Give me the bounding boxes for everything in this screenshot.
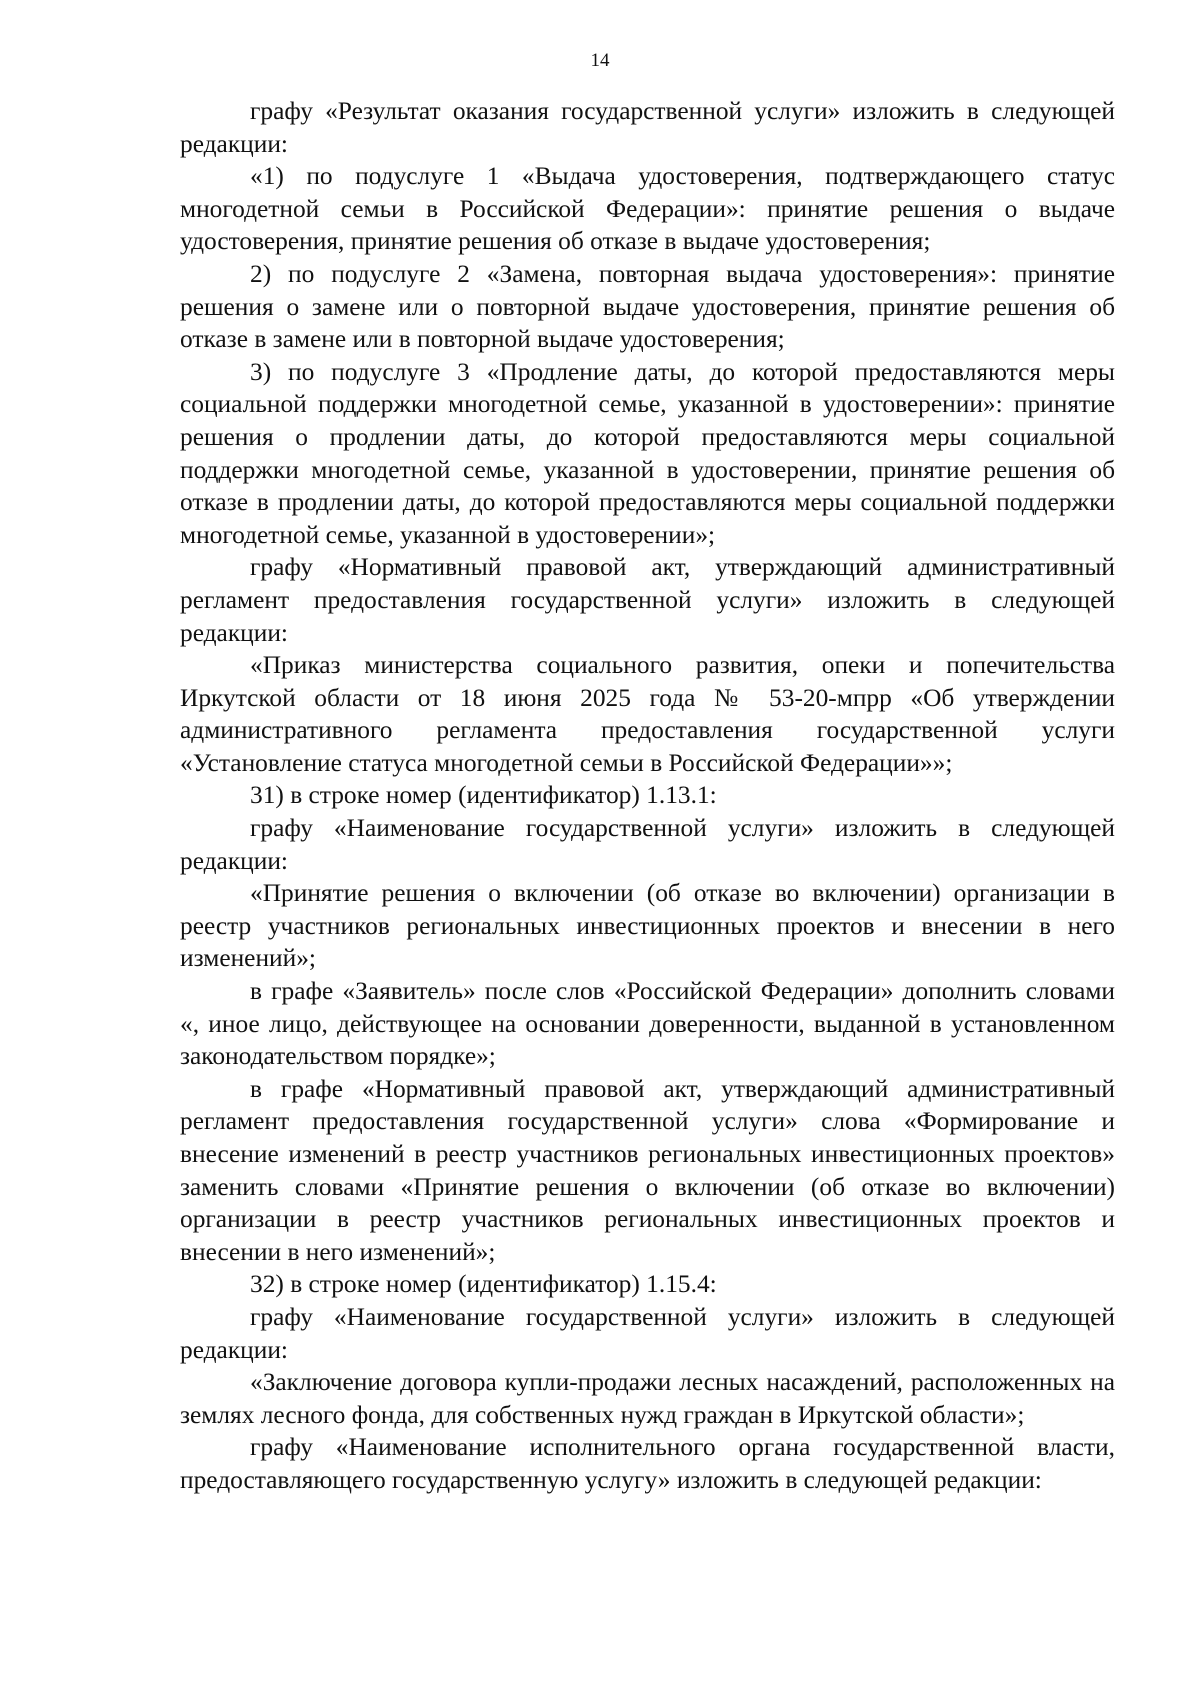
paragraph: «Заключение договора купли-продажи лесных насаждений, расположенных на землях лесного фонда, для собственных нужд граждан в Иркутской области»; bbox=[180, 1368, 1115, 1429]
paragraph: 2) по подуслуге 2 «Замена, повторная выдача удостоверения»: принятие решения о замене или о повторной выдаче удостоверения, принятие решения об отказе в замене или в повторной выдаче удостоверения; bbox=[180, 259, 1115, 354]
paragraph: 3) по подуслуге 3 «Продление даты, до которой предоставляются меры социальной поддержки многодетной семье, указанной в удостоверении»: принятие решения о продлении даты, до которой предоставляются меры социальной поддержки многодетной семье, указанной в удостоверении, принятие решения об отказе в продлении даты, до которой предоставляются меры социальной поддержки многодетной семье, указанной в удостоверении»; bbox=[180, 357, 1115, 549]
paragraph: в графе «Заявитель» после слов «Российской Федерации» дополнить словами «, иное лицо, действующее на основании доверенности, выданной в установленном законодательством порядке»; bbox=[180, 977, 1115, 1071]
paragraph: «Принятие решения о включении (об отказе во включении) организации в реестр участников региональных инвестиционных проектов и внесении в него изменений»; bbox=[180, 879, 1115, 973]
document-body bbox=[180, 95, 1115, 1497]
paragraph: графу «Наименование государственной услуги» изложить в следующей редакции: bbox=[180, 1302, 1115, 1364]
paragraph: 31) в строке номер (идентификатор) 1.13.1: bbox=[250, 781, 717, 810]
paragraph: в графе «Нормативный правовой акт, утверждающий административный регламент предоставления государственной услуги» слова «Формирование и внесение изменений в реестр участников региональных инвестиционных проектов» заменить словами «Принятие решения о включении (об отказе во включении) организации в реестр участников региональных инвестиционных проектов и внесении в него изменений»; bbox=[180, 1074, 1115, 1266]
paragraph: графу «Результат оказания государственной услуги» изложить в следующей редакции: bbox=[180, 97, 1115, 158]
paragraph: «Приказ министерства социального развития, опеки и попечительства Иркутской области от 18 июня 2025 года № 53-20-мпрр «Об утверждении административного регламента предоставления государственной услуги «Установление статуса многодетной семьи в Российской Федерации»»; bbox=[180, 651, 1115, 777]
paragraph: графу «Нормативный правовой акт, утверждающий административный регламент предоставления государственной услуги» изложить в следующей редакции: bbox=[180, 553, 1115, 647]
page-number: 14 bbox=[590, 50, 610, 71]
paragraph: графу «Наименование государственной услуги» изложить в следующей редакции: bbox=[180, 814, 1115, 875]
paragraph: 32) в строке номер (идентификатор) 1.15.4: bbox=[250, 1270, 717, 1299]
paragraph: «1) по подуслуге 1 «Выдача удостоверения, подтверждающего статус многодетной семьи в Российской Федерации»: принятие решения о выдаче удостоверения, принятие решения об отказе в выдаче удостоверения; bbox=[180, 162, 1115, 256]
paragraph: графу «Наименование исполнительного органа государственной власти, предоставляющего государственную услугу» изложить в следующей редакции: bbox=[180, 1433, 1115, 1494]
